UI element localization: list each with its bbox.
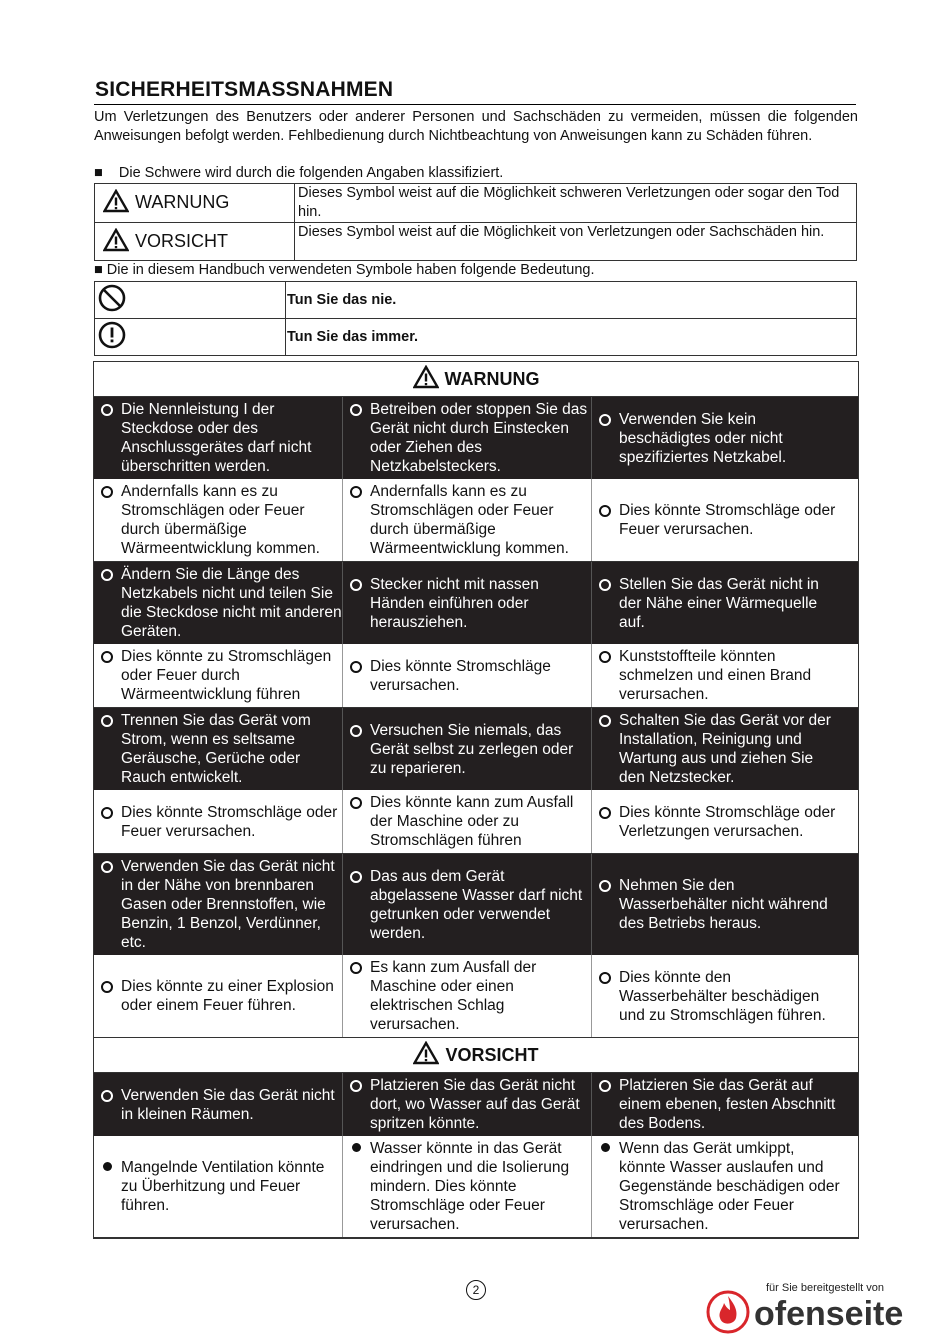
cell-text: Dies könnte Stromschläge oder Feuer verursachen. (121, 803, 338, 840)
bullet-circle-icon (345, 575, 367, 632)
table-cell (94, 790, 342, 853)
table-row (94, 397, 858, 479)
cell-text: Trennen Sie das Gerät vom Strom, wenn es seltsame Geräusche, Gerüche oder Rauch entwickelt. (121, 712, 311, 786)
cell-text: Dies könnte zu einer Explosion oder einem Feuer führen. (121, 978, 334, 1014)
table-cell (94, 397, 342, 479)
table-cell (94, 1136, 342, 1237)
table-row (94, 1073, 858, 1136)
bullet-circle-icon (96, 857, 118, 952)
cell-text: Das aus dem Gerät abgelassene Wasser darf nicht getrunken oder verwendet werden. (370, 867, 583, 942)
page-number: 2 (466, 1280, 486, 1300)
severity-description: Dieses Symbol weist auf die Möglichkeit von Verletzungen oder Sachschäden hin. (295, 223, 857, 261)
severity-description: Dieses Symbol weist auf die Möglichkeit schweren Verletzungen oder sogar den Tod hin. (295, 184, 857, 223)
table-cell (342, 1073, 591, 1136)
bullet-circle-icon (96, 977, 118, 1015)
intro-paragraph: Um Verletzungen des Benutzers oder anderer Personen und Sachschäden zu vermeiden, müssen die folgenden Anweisungen befolgt werden. Fehlbedienung durch Nichtbeachtung von Anweisungen kann zu Schäden führen. (94, 109, 858, 144)
bullet-circle-icon (594, 711, 616, 787)
bullet-dot-icon (594, 1139, 616, 1234)
warning-triangle-icon (413, 365, 439, 394)
cell-text: Dies könnte Stromschläge oder Verletzungen verursachen. (619, 803, 836, 840)
page-title: SICHERHEITSMASSNAHMEN (95, 78, 394, 101)
cell-text: Dies könnte zu Stromschlägen oder Feuer durch Wärmeentwicklung führen (121, 648, 332, 703)
mandatory-icon (97, 338, 127, 354)
cell-text: Dies könnte kann zum Ausfall der Maschine oder zu Stromschlägen führen (370, 794, 574, 849)
cell-text: Mangelnde Ventilation könnte zu Überhitzung und Feuer führen. (121, 1159, 325, 1214)
symbol-meaning: Tun Sie das nie. (286, 282, 857, 319)
cell-text: Es kann zum Ausfall der Maschine oder einen elektrischen Schlag verursachen. (370, 959, 537, 1033)
table-row (94, 708, 858, 790)
table-cell (591, 397, 840, 479)
brand-name: ofenseite (754, 1295, 904, 1333)
title-rule (94, 104, 856, 105)
table-cell (342, 854, 591, 955)
symbol-row-always (95, 319, 857, 356)
table-cell (342, 790, 591, 853)
bullet-circle-icon (345, 958, 367, 1034)
table-cell (591, 955, 840, 1037)
warning-triangle-icon (103, 189, 129, 217)
symbol-meaning: Tun Sie das immer. (286, 319, 857, 356)
safety-table (93, 361, 859, 1239)
bullet-circle-icon (345, 793, 367, 850)
brand-logo (706, 1290, 903, 1339)
table-row (94, 1136, 858, 1238)
warning-triangle-icon (413, 1041, 439, 1070)
caution-rows (94, 1073, 858, 1238)
bullet-circle-icon (96, 565, 118, 641)
bullet-circle-icon (96, 1086, 118, 1124)
cell-text: Platzieren Sie das Gerät auf einem ebenen, festen Abschnitt des Bodens. (619, 1077, 836, 1132)
table-cell (342, 644, 591, 707)
table-cell (591, 644, 840, 707)
bullet-circle-icon (345, 657, 367, 695)
cell-text: Schalten Sie das Gerät vor der Installation, Reinigung und Wartung aus und ziehen Sie den Netzstecker. (619, 712, 831, 786)
symbols-table (94, 281, 857, 356)
table-cell (94, 644, 342, 707)
table-cell (591, 1136, 840, 1237)
severity-table (94, 183, 857, 261)
bullet-circle-icon (594, 501, 616, 539)
symbol-row-never (95, 282, 857, 319)
cell-text: Andernfalls kann es zu Stromschlägen oder Feuer durch übermäßige Wärmeentwicklung kommen. (370, 483, 569, 557)
severity-label: WARNUNG (135, 191, 230, 212)
bullet-circle-icon (96, 647, 118, 704)
table-cell (342, 397, 591, 479)
cell-text: Nehmen Sie den Wasserbehälter nicht während des Betriebs heraus. (619, 877, 828, 932)
warning-triangle-icon (103, 228, 129, 256)
cell-text: Dies könnte Stromschläge oder Feuer verursachen. (619, 502, 836, 538)
table-cell (342, 708, 591, 790)
severity-row-caution (95, 223, 857, 261)
table-cell (94, 562, 342, 644)
bullet-circle-icon (594, 647, 616, 704)
cell-text: Verwenden Sie das Gerät nicht in kleinen Räumen. (121, 1086, 335, 1123)
bullet-circle-icon (594, 1076, 616, 1133)
table-row (94, 955, 858, 1038)
cell-text: Stecker nicht mit nassen Händen einführen oder herausziehen. (370, 575, 539, 631)
warning-rows (94, 397, 858, 1038)
table-cell (94, 479, 342, 561)
bullet-circle-icon (594, 410, 616, 467)
bullet-circle-icon (345, 721, 367, 778)
bullet-circle-icon (594, 575, 616, 632)
table-cell (342, 955, 591, 1037)
table-cell (591, 708, 840, 790)
bullet-circle-icon (594, 968, 616, 1025)
cell-text: Wenn das Gerät umkippt, könnte Wasser auslaufen und Gegenstände beschädigen oder Stromschläge oder Feuer verursachen. (619, 1140, 840, 1233)
bullet-circle-icon (345, 867, 367, 943)
cell-text: Dies könnte Stromschläge verursachen. (370, 657, 551, 694)
bullet-circle-icon (96, 482, 118, 558)
cell-text: Platzieren Sie das Gerät nicht dort, wo Wasser auf das Gerät spritzen könnte. (370, 1077, 580, 1132)
table-cell (94, 708, 342, 790)
table-cell (94, 854, 342, 955)
table-cell (591, 1073, 840, 1136)
bullet-circle-icon (345, 482, 367, 558)
classification-line: ■ Die Schwere wird durch die folgenden Angaben klassifiziert. (94, 165, 504, 181)
severity-row-warning (95, 184, 857, 223)
cell-text: Verwenden Sie das Gerät nicht in der Nähe von brennbaren Gasen oder Brennstoffen, wie Benzin, 1 Benzol, Verdünner, etc. (121, 858, 335, 951)
cell-text: Verwenden Sie kein beschädigtes oder nicht spezifiziertes Netzkabel. (619, 410, 787, 466)
symbols-line: ■ Die in diesem Handbuch verwendeten Symbole haben folgende Bedeutung. (94, 262, 595, 278)
cell-text: Kunststoffteile könnten schmelzen und einen Brand verursachen. (619, 648, 812, 703)
bullet-circle-icon (594, 876, 616, 933)
caution-section-heading: VORSICHT (94, 1038, 858, 1073)
cell-text: Betreiben oder stoppen Sie das Gerät nicht durch Einstecken oder Ziehen des Netzkabelsteckers. (370, 401, 588, 475)
warning-section-heading: WARNUNG (94, 362, 858, 397)
cell-text: Stellen Sie das Gerät nicht in der Nähe einer Wärmequelle auf. (619, 575, 819, 631)
table-cell (342, 1136, 591, 1237)
table-cell (591, 854, 840, 955)
table-cell (591, 790, 840, 853)
table-cell (591, 562, 840, 644)
bullet-circle-icon (345, 400, 367, 476)
bullet-circle-icon (96, 711, 118, 787)
table-row (94, 562, 858, 644)
bullet-circle-icon (96, 400, 118, 476)
flame-icon (706, 1290, 750, 1339)
table-row (94, 644, 858, 708)
table-cell (342, 479, 591, 561)
cell-text: Versuchen Sie niemals, das Gerät selbst zu zerlegen oder zu reparieren. (370, 721, 574, 777)
bullet-circle-icon (96, 803, 118, 841)
table-cell (94, 955, 342, 1037)
table-row (94, 479, 858, 562)
credit-text: für Sie bereitgestellt von (766, 1282, 885, 1294)
bullet-dot-icon (345, 1139, 367, 1234)
cell-text: Ändern Sie die Länge des Netzkabels nicht und teilen Sie die Steckdose nicht mit anderen Geräten. (121, 566, 342, 640)
table-cell (591, 479, 840, 561)
bullet-circle-icon (345, 1076, 367, 1133)
prohibited-icon (97, 301, 127, 317)
cell-text: Die Nennleistung I der Steckdose oder des Anschlussgerätes darf nicht überschritten werden. (121, 401, 312, 475)
cell-text: Andernfalls kann es zu Stromschlägen oder Feuer durch übermäßige Wärmeentwicklung kommen. (121, 483, 320, 557)
table-row (94, 854, 858, 955)
table-row (94, 790, 858, 854)
cell-text: Dies könnte den Wasserbehälter beschädigen und zu Stromschlägen führen. (619, 968, 826, 1024)
cell-text: Wasser könnte in das Gerät eindringen und die Isolierung mindern. Dies könnte Stromschläge oder Feuer verursachen. (370, 1140, 570, 1233)
table-cell (94, 1073, 342, 1136)
table-cell (342, 562, 591, 644)
severity-label: VORSICHT (135, 230, 229, 251)
bullet-circle-icon (594, 803, 616, 841)
bullet-dot-icon (96, 1158, 118, 1215)
